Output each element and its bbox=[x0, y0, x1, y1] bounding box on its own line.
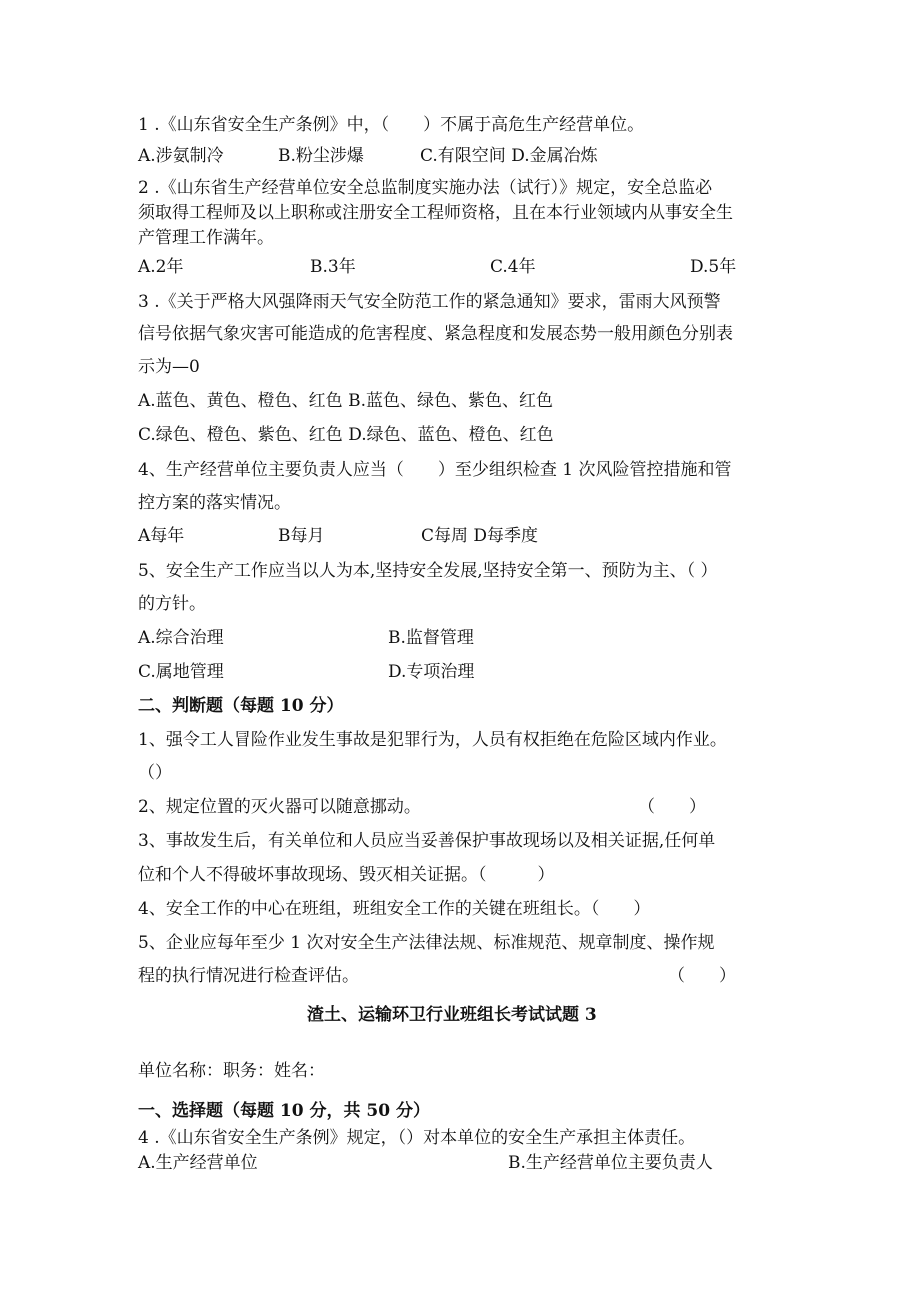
judge-1-line1: 1、强令工人冒险作业发生事故是犯罪行为，人员有权拒绝在危险区域内作业。 bbox=[138, 730, 727, 750]
judge-4: 4、安全工作的中心在班组，班组安全工作的关键在班组长。（ ） bbox=[138, 899, 651, 919]
q2-option-a: A.2年 bbox=[138, 257, 184, 277]
exam3-q4-option-b: B.生产经营单位主要负责人 bbox=[508, 1153, 713, 1173]
judge-3-line1: 3、事故发生后，有关单位和人员应当妥善保护事故现场以及相关证据,任何单 bbox=[138, 831, 716, 851]
exam3-q4-option-a: A.生产经营单位 bbox=[138, 1153, 258, 1173]
q5-options-ab bbox=[138, 627, 474, 649]
q4-line1: 4、生产经营单位主要负责人应当（ ）至少组织检查 1 次风险管控措施和管 bbox=[138, 460, 732, 480]
judge-2-text: 2、规定位置的灭火器可以随意挪动。 bbox=[138, 797, 421, 817]
judge-5-line2: 程的执行情况进行检查评估。 bbox=[138, 966, 359, 986]
q1-option-cd: C.有限空间 D.金属冶炼 bbox=[420, 146, 598, 166]
judge-5 bbox=[138, 965, 736, 987]
q3-line1: 3 .《关于严格大风强降雨天气安全防范工作的紧急通知》要求，雷雨大风预警 bbox=[138, 292, 721, 312]
q5-option-b: B.监督管理 bbox=[388, 628, 474, 648]
q4-options bbox=[138, 525, 538, 547]
q3-line3: 示为—0 bbox=[138, 357, 200, 377]
q5-options-cd bbox=[138, 661, 474, 683]
q1-option-a: A.涉氨制冷 bbox=[138, 146, 224, 166]
q2-options bbox=[138, 256, 736, 278]
judge-2-paren: （ ） bbox=[638, 797, 706, 817]
q3-options-cd: C.绿色、橙色、紫色、红色 D.绿色、蓝色、橙色、红色 bbox=[138, 425, 554, 445]
exam3-title: 渣土、运输环卫行业班组长考试试题 3 bbox=[307, 1005, 597, 1025]
q5-option-c: C.属地管理 bbox=[138, 662, 224, 682]
q3-line2: 信号依据气象灾害可能造成的危害程度、紧急程度和发展态势一般用颜色分别表 bbox=[138, 324, 733, 344]
q2-line1: 2 .《山东省生产经营单位安全总监制度实施办法（试行）》规定，安全总监必 bbox=[138, 178, 713, 198]
q2-line2: 须取得工程师及以上职称或注册安全工程师资格，且在本行业领域内从事安全生 bbox=[138, 203, 733, 223]
q2-option-c: C.4年 bbox=[490, 257, 536, 277]
exam3-info: 单位名称：职务：姓名： bbox=[138, 1061, 325, 1081]
q3-options-ab: A.蓝色、黄色、橙色、红色 B.蓝色、绿色、紫色、红色 bbox=[138, 391, 553, 411]
exam3-q4-options bbox=[138, 1152, 713, 1174]
q5-option-a: A.综合治理 bbox=[138, 628, 224, 648]
q5-line1: 5、安全生产工作应当以人为本,坚持安全发展,坚持安全第一、预防为主、（ ） bbox=[138, 561, 718, 581]
judge-2 bbox=[138, 796, 706, 818]
q2-line3: 产管理工作满年。 bbox=[138, 228, 274, 248]
q4-option-cd: C每周 D每季度 bbox=[421, 526, 539, 546]
judge-5-line1: 5、企业应每年至少 1 次对安全生产法律法规、标准规范、规章制度、操作规 bbox=[138, 933, 715, 953]
q1-options bbox=[138, 145, 598, 167]
judge-3-line2: 位和个人不得破坏事故现场、毁灭相关证据。（ ） bbox=[138, 865, 555, 885]
exam3-q4-text: 4 .《山东省安全生产条例》规定，（）对本单位的安全生产承担主体责任。 bbox=[138, 1128, 696, 1148]
q2-option-b: B.3年 bbox=[310, 257, 356, 277]
judge-5-paren: （ ） bbox=[668, 966, 736, 986]
q5-line2: 的方针。 bbox=[138, 594, 206, 614]
q1-text: 1 .《山东省安全生产条例》中，（ ）不属于高危生产经营单位。 bbox=[138, 115, 645, 135]
q5-option-d: D.专项治理 bbox=[388, 662, 475, 682]
q2-option-d: D.5年 bbox=[690, 257, 737, 277]
q4-option-a: A每年 bbox=[138, 526, 185, 546]
judge-1-line2: （） bbox=[138, 763, 172, 783]
judge-heading: 二、判断题（每题 10 分） bbox=[138, 696, 344, 716]
exam3-section-heading: 一、选择题（每题 10 分，共 50 分） bbox=[138, 1101, 430, 1121]
q4-line2: 控方案的落实情况。 bbox=[138, 493, 291, 513]
q1-option-b: B.粉尘涉爆 bbox=[278, 146, 364, 166]
q4-option-b: B每月 bbox=[278, 526, 325, 546]
